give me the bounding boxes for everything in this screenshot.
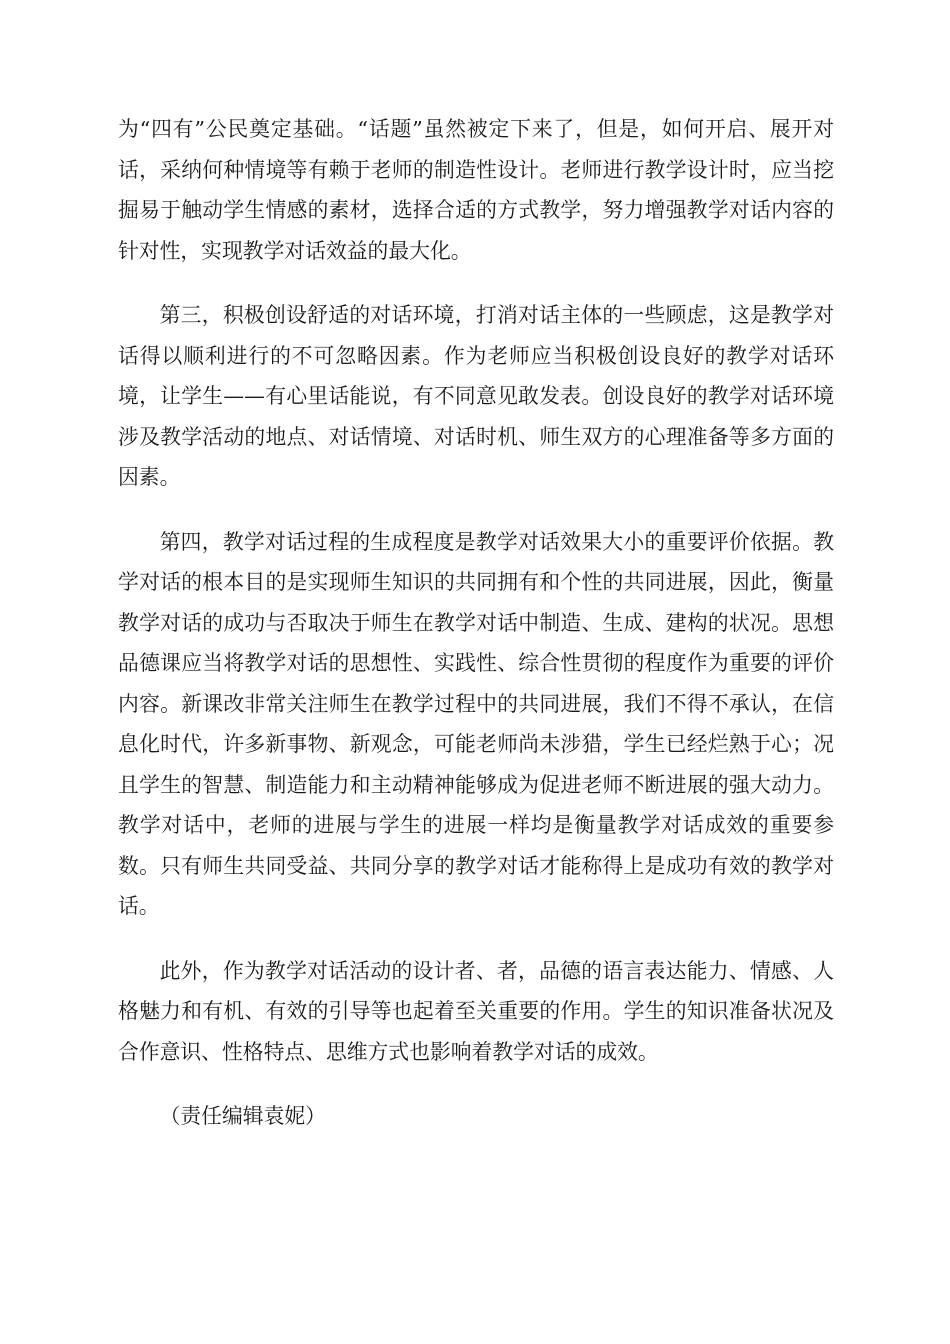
document-body bbox=[118, 109, 834, 1161]
paragraph-additionally: 此外，作为教学对话活动的设计者、者，品德的语言表达能力、情感、人格魅力和有机、有效的引导等也起着至关重要的作用。学生的知识准备状况及合作意识、性格特点、思维方式也影响着教学对话的成效。 bbox=[118, 958, 834, 1064]
editor-note: （责任编辑袁妮） bbox=[159, 1104, 326, 1128]
paragraph-fourth-point: 第四，教学对话过程的生成程度是教学对话效果大小的重要评价依据。教学对话的根本目的是实现师生知识的共同拥有和个性的共同进展，因此，衡量教学对话的成功与否取决于师生在教学对话中制造、生成、建构的状况。思想品德课应当将教学对话的思想性、实践性、综合性贯彻的程度作为重要的评价内容。新课改非常关注师生在教学过程中的共同进展，我们不得不承认，在信息化时代，许多新事物、新观念，可能老师尚未涉猎，学生已经烂熟于心；况且学生的智慧、制造能力和主动精神能够成为促进老师不断进展的强大动力。教学对话中，老师的进展与学生的进展一样均是衡量教学对话成效的重要参数。只有师生共同受益、共同分享的教学对话才能称得上是成功有效的教学对话。 bbox=[118, 529, 834, 918]
paragraph-third-point: 第三，积极创设舒适的对话环境，打消对话主体的一些顾虑，这是教学对话得以顺利进行的不可忽略因素。作为老师应当积极创设良好的教学对话环境，让学生——有心里话能说，有不同意见敢发表。创设良好的教学对话环境涉及教学活动的地点、对话情境、对话时机、师生双方的心理准备等多方面的因素。 bbox=[118, 303, 834, 489]
paragraph-continuation: 为“四有”公民奠定基础。“话题”虽然被定下来了，但是，如何开启、展开对话，采纳何种情境等有赖于老师的制造性设计。老师进行教学设计时，应当挖掘易于触动学生情感的素材，选择合适的方式教学，努力增强教学对话内容的针对性，实现教学对话效益的最大化。 bbox=[118, 117, 834, 263]
